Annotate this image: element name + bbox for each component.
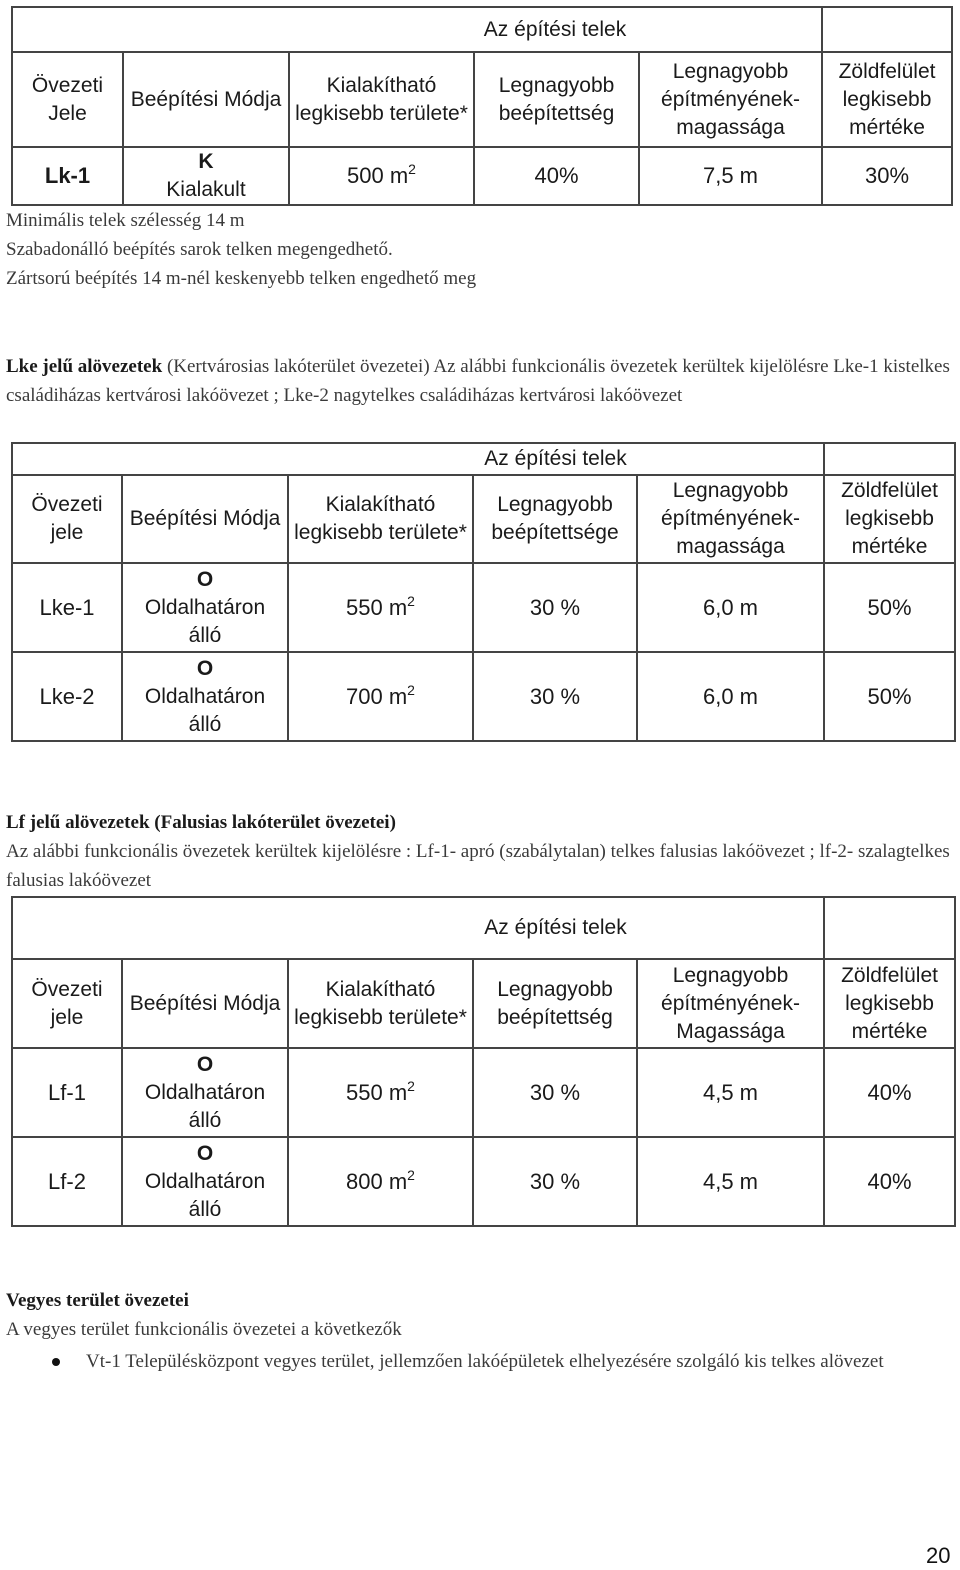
col-header-coverage: Legnagyobb beépítettség [473,959,637,1048]
min-area: 550 $m^2$ [288,1048,473,1137]
table-row [12,1048,955,1137]
zone-code: Lf-1 [12,1048,122,1137]
col-header-zone: Övezeti Jele [12,52,123,147]
table-lke [11,442,956,742]
col-header-green: Zöldfelület legkisebb mértéke [824,959,955,1048]
max-height: 6,0 m [637,652,824,741]
min-area: 500 $m^2$ [289,147,474,205]
min-area: 800 $m^2$ [288,1137,473,1226]
max-height: 4,5 m [637,1048,824,1137]
vt-section: Vegyes terület övezetei A vegyes terület funkcionális övezetei a következők Vt-1 Településközpont vegyes terület, jellemzően lakóépületek elhelyezésére szolgáló kis telkes alövezet [6,1286,951,1376]
min-green: 50% [824,652,955,741]
bullet-icon [52,1358,60,1366]
col-header-height: Legnagyobb építményének-Magassága [637,959,824,1048]
table-row [12,563,955,652]
col-header-coverage: Legnagyobb beépítettsége [473,475,637,563]
table-title: Az építési telek [288,897,824,959]
col-header-height: Legnagyobb építményének-magassága [639,52,822,147]
min-green: 40% [824,1048,955,1137]
min-area: 700 $m^2$ [288,652,473,741]
max-coverage: 30 % [473,1048,637,1137]
col-header-green: Zöldfelület legkisebb mértéke [822,52,952,147]
zone-code: Lk-1 [12,147,123,205]
table-title: Az építési telek [289,7,822,52]
build-mode: O Oldalhatáron álló [122,1137,288,1226]
col-header-mode: Beépítési Módja [123,52,289,147]
col-header-area: Kialakítható legkisebb területe* [288,959,473,1048]
col-header-mode: Beépítési Módja [122,475,288,563]
page-number: 20 [926,1543,951,1568]
zone-code: Lke-2 [12,652,122,741]
build-mode: O Oldalhatáron álló [122,563,288,652]
max-coverage: 30 % [473,652,637,741]
col-header-green: Zöldfelület legkisebb mértéke [824,475,955,563]
lk-notes: Minimális telek szélesség 14 m Szabadonálló beépítés sarok telken megengedhető. Zártsorú beépítés 14 m-nél keskenyebb telken engedhető meg [6,210,477,289]
table-title: Az építési telek [288,443,824,475]
zone-code: Lf-2 [12,1137,122,1226]
min-green: 30% [822,147,952,205]
lf-intro: Lf jelű alövezetek (Falusias lakóterület övezetei) Az alábbi funkcionális övezetek kerültek kijelölésre : Lf-1- apró (szabálytalan) telkes falusias lakóövezet ; lf-2- szalagtelkes falusias lakóövezet [6,812,950,891]
table-row [12,147,952,205]
table-lk [11,6,953,206]
col-header-coverage: Legnagyobb beépítettség [474,52,639,147]
col-header-zone: Övezeti jele [12,959,122,1048]
build-mode: K Kialakult [123,147,289,205]
col-header-area: Kialakítható legkisebb területe* [289,52,474,147]
max-height: 6,0 m [637,563,824,652]
min-area: 550 $m^2$ [288,563,473,652]
max-height: 7,5 m [639,147,822,205]
min-green: 40% [824,1137,955,1226]
table-lf [11,896,956,1227]
table-row [12,1137,955,1226]
lke-intro: Lke jelű alövezetek (Kertvárosias lakóterület övezetei) Az alábbi funkcionális övezetek kerültek kijelölésre Lke-1 kistelkes családiházas kertvárosi lakóövezet ; Lke-2 nagytelkes családiházas kertvárosi lakóövezet [6,356,950,406]
col-header-height: Legnagyobb építményének-magassága [637,475,824,563]
list-item: Vt-1 Településközpont vegyes terület, jellemzően lakóépületek elhelyezésére szolgáló kis telkes alövezet [6,1347,951,1376]
max-height: 4,5 m [637,1137,824,1226]
col-header-mode: Beépítési Módja [122,959,288,1048]
max-coverage: 30 % [473,1137,637,1226]
zone-code: Lke-1 [12,563,122,652]
build-mode: O Oldalhatáron álló [122,652,288,741]
build-mode: O Oldalhatáron álló [122,1048,288,1137]
max-coverage: 40% [474,147,639,205]
table-row [12,652,955,741]
col-header-zone: Övezeti jele [12,475,122,563]
max-coverage: 30 % [473,563,637,652]
col-header-area: Kialakítható legkisebb területe* [288,475,473,563]
min-green: 50% [824,563,955,652]
